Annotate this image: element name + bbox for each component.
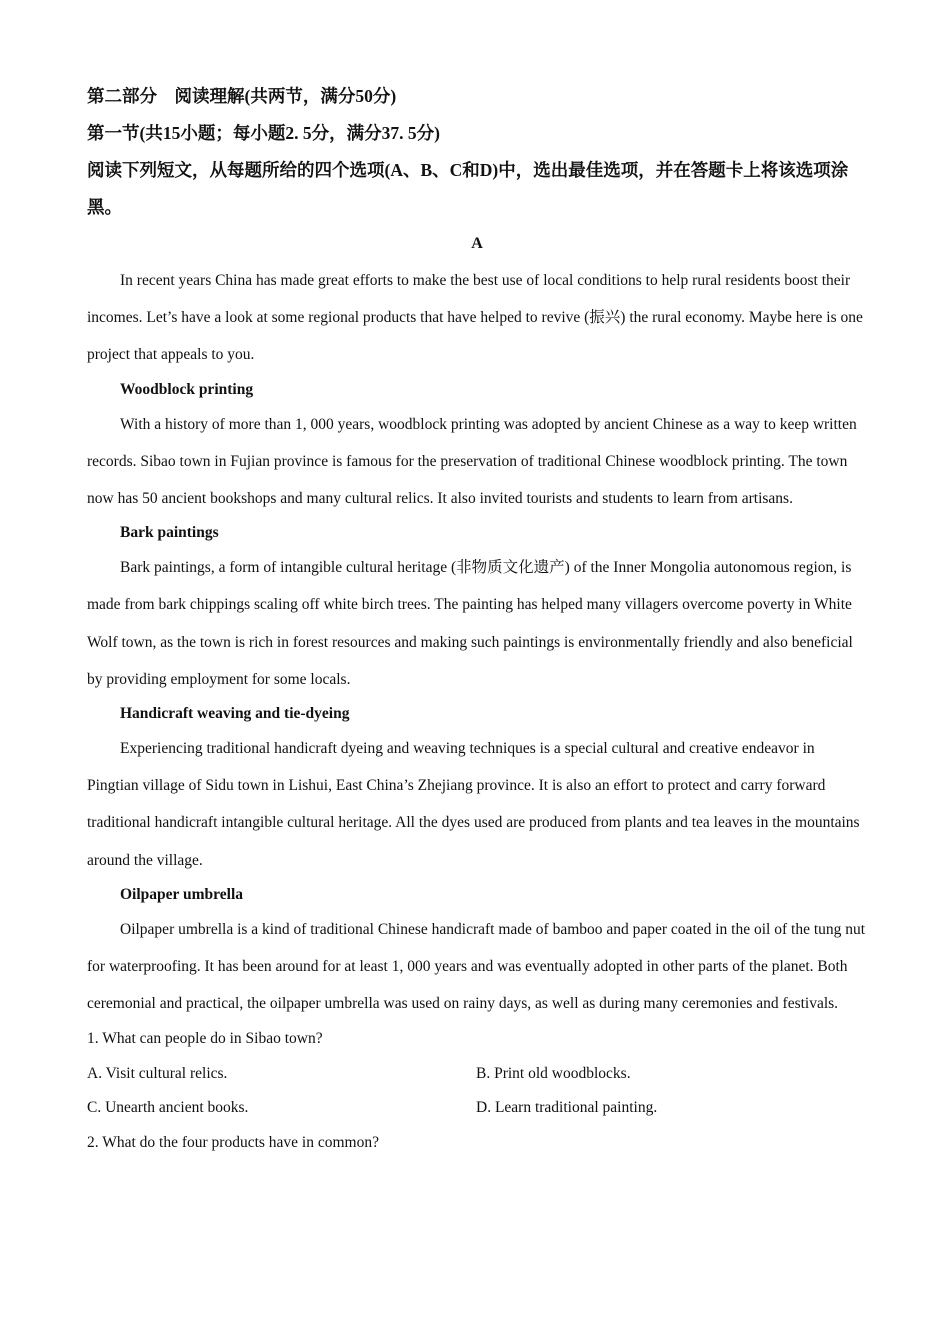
option-d: D. Learn traditional painting. [476, 1099, 658, 1117]
instruction: 阅读下列短文，从每题所给的四个选项(A、B、C和D)中，选出最佳选项，并在答题卡上将该选项涂黑。 [87, 160, 849, 217]
question-1-stem: 1. What can people do in Sibao town? [87, 1030, 323, 1048]
passage-letter: A [471, 235, 483, 252]
section-title-umbrella: Oilpaper umbrella [120, 885, 244, 903]
question-2-stem: 2. What do the four products have in common? [87, 1133, 379, 1151]
section-title-bark: Bark paintings [120, 524, 219, 542]
option-c: C. Unearth ancient books. [87, 1099, 249, 1117]
question-1-options [87, 1057, 867, 1126]
passage-intro: In recent years China has made great efforts to make the best use of local conditions to help rural residents boost their incomes. Let’s have a look at some regional products that have helped to revive (振兴) the rural economy. Maybe here is one project that appeals to you. [87, 272, 863, 364]
option-b: B. Print old woodblocks. [476, 1064, 631, 1082]
exam-page [87, 78, 867, 1160]
section-text-woodblock: With a history of more than 1, 000 years, woodblock printing was adopted by ancient Chinese as a way to keep written records. Sibao town in Fujian province is famous for the preservation of traditional Chinese woodblock printing. The town now has 50 ancient bookshops and many cultural relics. It also invited tourists and students to learn from artisans. [87, 415, 857, 508]
section-title-woodblock: Woodblock printing [120, 380, 254, 398]
section-text-umbrella: Oilpaper umbrella is a kind of traditional Chinese handicraft made of bamboo and paper coated in the oil of the tung nut for waterproofing. It has been around for at least 1, 000 years and was eventually adopted in other parts of the planet. Both ceremonial and practical, the oilpaper umbrella was used on rainy days, as well as during many ceremonies and festivals. [87, 920, 866, 1013]
option-a: A. Visit cultural relics. [87, 1064, 228, 1082]
section-text-weaving: Experiencing traditional handicraft dyeing and weaving techniques is a special cultural and creative endeavor in Pingtian village of Sidu town in Lishui, East China’s Zhejiang province. It is also an effort to protect and carry forward traditional handicraft intangible cultural heritage. All the dyes used are produced from plants and tea leaves in the mountains around the village. [87, 740, 860, 869]
section-heading: 第一节(共15小题；每小题2. 5分，满分37. 5分) [87, 123, 440, 143]
section-text-bark: Bark paintings, a form of intangible cultural heritage (非物质文化遗产) of the Inner Mongolia autonomous region, is made from bark chippings scaling off white birch trees. The painting has helped many villagers overcome poverty in White Wolf town, as the town is rich in forest resources and making such paintings is environmentally friendly and also beneficial by providing employment for some locals. [87, 559, 853, 688]
part-heading: 第二部分 阅读理解(共两节，满分50分) [87, 86, 397, 106]
section-title-weaving: Handicraft weaving and tie-dyeing [120, 705, 350, 723]
